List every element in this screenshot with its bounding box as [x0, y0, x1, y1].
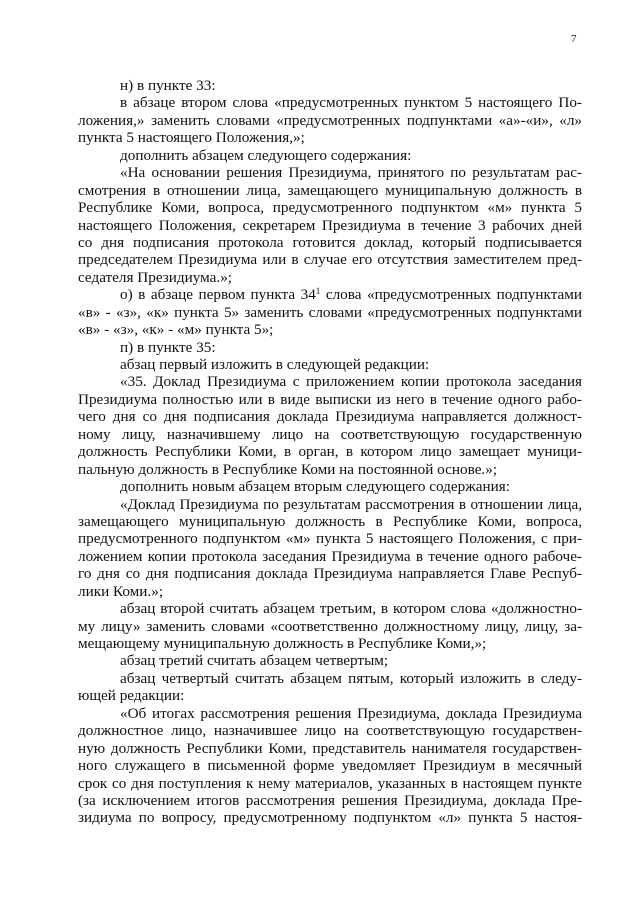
text-line	[78, 426, 582, 443]
line-text: ную должность Республики Коми, представитель нанимателя государствен-	[78, 739, 582, 757]
text-line	[78, 234, 582, 251]
text-line	[78, 77, 582, 94]
text-line	[78, 757, 582, 774]
line-text: дополнить абзацем следующего содержания:	[120, 146, 412, 164]
line-text: «Доклад Президиума по результатам рассмотрения в отношении лица,	[120, 495, 582, 513]
text-line	[78, 339, 582, 356]
line-text: дополнить новым абзацем вторым следующего содержания:	[120, 478, 510, 496]
line-text: в абзаце втором слова «предусмотренных пунктом 5 настоящего По-	[120, 94, 582, 112]
text-line	[78, 496, 582, 513]
text-line	[78, 618, 582, 635]
line-text: председателем Президиума или в случае его отсутствия заместителем пред-	[78, 251, 582, 269]
line-text: Республике Коми, вопроса, предусмотренного подпунктом «м» пункта 5	[78, 199, 582, 217]
text-line	[78, 356, 582, 373]
line-text: ложения,» заменить словами «предусмотренных подпунктами «а»-«и», «л»	[78, 111, 582, 129]
line-text: предусмотренного подпунктом «м» пункта 5 настоящего Положения, с при-	[78, 530, 582, 548]
text-line	[78, 199, 582, 216]
line-text: (за исключением итогов рассмотрения решения Президиума, доклада Пре-	[78, 791, 582, 809]
line-text: пальную должность в Республике Коми на постоянной основе.»;	[78, 460, 498, 478]
line-text: ного служащего в письменной форме уведомляет Президиум в месячный	[78, 757, 582, 775]
line-text: п) в пункте 35:	[120, 338, 216, 356]
text-line	[78, 391, 582, 408]
text-line	[78, 705, 582, 722]
text-line	[78, 147, 582, 164]
text-line	[78, 722, 582, 739]
text-line	[78, 530, 582, 547]
text-line	[78, 129, 582, 146]
line-text: абзац первый изложить в следующей редакции:	[120, 356, 430, 373]
text-line	[78, 635, 582, 652]
text-line	[78, 286, 582, 303]
text-line	[78, 408, 582, 425]
text-line	[78, 775, 582, 792]
text-line	[78, 373, 582, 390]
text-line	[78, 565, 582, 582]
text-line	[78, 304, 582, 321]
text-line	[78, 164, 582, 181]
line-text-continued: слова «предусмотренных подпунктами	[320, 286, 582, 304]
text-line	[78, 600, 582, 617]
text-line	[78, 321, 582, 338]
text-line	[78, 478, 582, 495]
line-text: «в» - «з», «к» пункта 5» заменить словами «предусмотренных подпунктами	[78, 303, 582, 321]
text-line	[78, 94, 582, 111]
text-line	[78, 461, 582, 478]
text-line	[78, 740, 582, 757]
text-line	[78, 583, 582, 600]
line-text: пункта 5 настоящего Положения,»;	[78, 129, 305, 147]
line-text: замещающего муниципальную должность в Республике Коми, вопроса,	[78, 512, 582, 530]
text-line	[78, 182, 582, 199]
line-text: о) в абзаце первом пункта 34	[120, 286, 316, 304]
line-text: «Об итогах рассмотрения решения Президиума, доклада Президиума	[120, 704, 582, 722]
line-text: абзац третий считать абзацем четвертым;	[120, 652, 389, 670]
line-text: Президиума полностью или в виде выписки из него в течение одного рабо-	[78, 390, 582, 408]
text-line	[78, 217, 582, 234]
line-text: ложением копии протокола заседания Президиума в течение одного рабоче-	[78, 547, 582, 565]
line-text: абзац четвертый считать абзацем пятым, который изложить в следу-	[120, 669, 582, 687]
text-line	[78, 513, 582, 530]
text-line	[78, 269, 582, 286]
document-body	[78, 77, 582, 827]
text-line	[78, 112, 582, 129]
line-text: чего дня со дня подписания доклада Президиума направляется должност-	[78, 408, 582, 426]
line-text: «35. Доклад Президиума с приложением копии протокола заседания	[120, 373, 582, 391]
line-text: лики Коми.»;	[78, 582, 164, 600]
text-line	[78, 548, 582, 565]
line-text: н) в пункте 33:	[120, 77, 216, 94]
line-text: «На основании решения Президиума, принятого по результатам рас-	[120, 164, 582, 182]
line-text: мещающему муниципальную должность в Республике Коми,»;	[78, 635, 487, 652]
line-text: ющей редакции:	[78, 687, 185, 705]
line-text: должность Республики Коми, в орган, в котором лицо замещает муници-	[78, 443, 582, 461]
text-line	[78, 809, 582, 826]
superscript: 1	[315, 286, 321, 297]
text-line	[78, 251, 582, 268]
line-text: смотрения в отношении лица, замещающего муниципальную должность в	[78, 181, 582, 199]
text-line	[78, 670, 582, 687]
line-text: «в» - «з», «к» - «м» пункта 5»;	[78, 321, 274, 339]
line-text: му лицу» заменить словами «соответственно должностному лицу, лицу, за-	[78, 617, 582, 635]
line-text: срок со дня поступления к нему материалов, указанных в настоящем пункте	[78, 774, 582, 792]
text-line	[78, 687, 582, 704]
text-line	[78, 792, 582, 809]
text-line	[78, 443, 582, 460]
line-text: седателя Президиума.»;	[78, 268, 233, 286]
line-text: зидиума по вопросу, предусмотренному подпунктом «л» пункта 5 настоя-	[78, 809, 582, 827]
text-line	[78, 652, 582, 669]
line-text: го дня со дня подписания доклада Президиума направляется Главе Респуб-	[78, 565, 582, 583]
line-text: абзац второй считать абзацем третьим, в котором слова «должностно-	[120, 600, 582, 618]
line-text: настоящего Положения, секретарем Президиума в течение 3 рабочих дней	[78, 216, 582, 234]
line-text: со дня подписания протокола готовится доклад, который подписывается	[78, 233, 582, 251]
line-text: ному лицу, назначившему лицо на соответствующую государственную	[78, 425, 582, 443]
page-number: 7	[571, 33, 577, 45]
line-text: должностное лицо, назначившее лицо на соответствующую государствен-	[78, 722, 582, 740]
